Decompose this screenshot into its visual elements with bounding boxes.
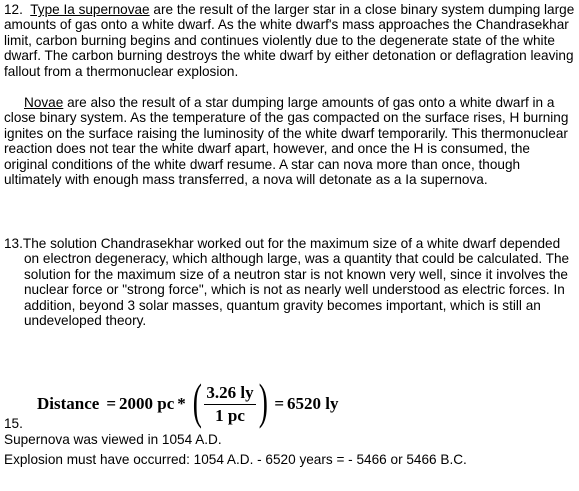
- formula-distance-value: 2000 pc: [119, 394, 175, 414]
- formula-lhs: Distance: [37, 394, 100, 414]
- question-13-paragraph: 13.The solution Chandrasekhar worked out for the maximum size of a white dwarf depended on electron degeneracy, which although large, was a quantity that could be calculated. The solution for the maximum size of a neutron star is not known very well, since it involves the nuclear force or "strong force", which is not as nearly well understood as electric forces. In addition, beyond 3 solar masses, quantum gravity becomes important, which is still an undeveloped theory.: [4, 236, 570, 329]
- formula-equals-1: =: [106, 394, 117, 414]
- novae-term: Novae: [24, 95, 64, 110]
- question-15-line-2: Explosion must have occurred: 1054 A.D. - 6520 years = - 5466 or 5466 B.C.: [4, 452, 467, 467]
- novae-text: are also the result of a star dumping large amounts of gas onto a white dwarf in a close binary system. As the temperature of the gas compacted on the surface rises, H burning ignites on the surface raising the luminosity of the white dwarf temporarily. This thermonuclear reaction does not tear the white dwarf apart, however, and once the H is consumed, the original conditions of the white dwarf resume. A star can nova more than once, though ultimately with enough mass transferred, a nova will detonate as a Ia supernova.: [4, 95, 569, 188]
- distance-formula: [37, 373, 339, 432]
- formula-equals-2: =: [274, 394, 284, 414]
- question-15-line-1: Supernova was viewed in 1054 A.D.: [4, 432, 222, 447]
- formula-multiply: *: [177, 394, 186, 414]
- question-12-number: 12.: [4, 2, 23, 17]
- type-ia-supernovae-term: Type Ia supernovae: [30, 2, 150, 17]
- question-12-paragraph: [4, 2, 576, 79]
- question-15-number: 15.: [4, 416, 23, 431]
- novae-paragraph: [4, 95, 576, 187]
- left-paren-icon: (: [192, 373, 202, 429]
- right-paren-icon: ): [258, 373, 268, 429]
- formula-result: 6520 ly: [287, 394, 339, 414]
- conversion-fraction: [204, 383, 255, 426]
- question-12-text: are the result of the larger star in a close binary system dumping large amounts of gas onto a white dwarf. As the white dwarf's mass approaches the Chandrasekhar limit, carbon burning begins and continues violently due to the degenerate state of the white dwarf. The carbon burning destroys the white dwarf by either detonation or deflagration leaving fallout from a thermonuclear explosion.: [4, 2, 575, 79]
- fraction-numerator: 3.26 ly: [204, 383, 255, 405]
- fraction-denominator: 1 pc: [215, 405, 245, 425]
